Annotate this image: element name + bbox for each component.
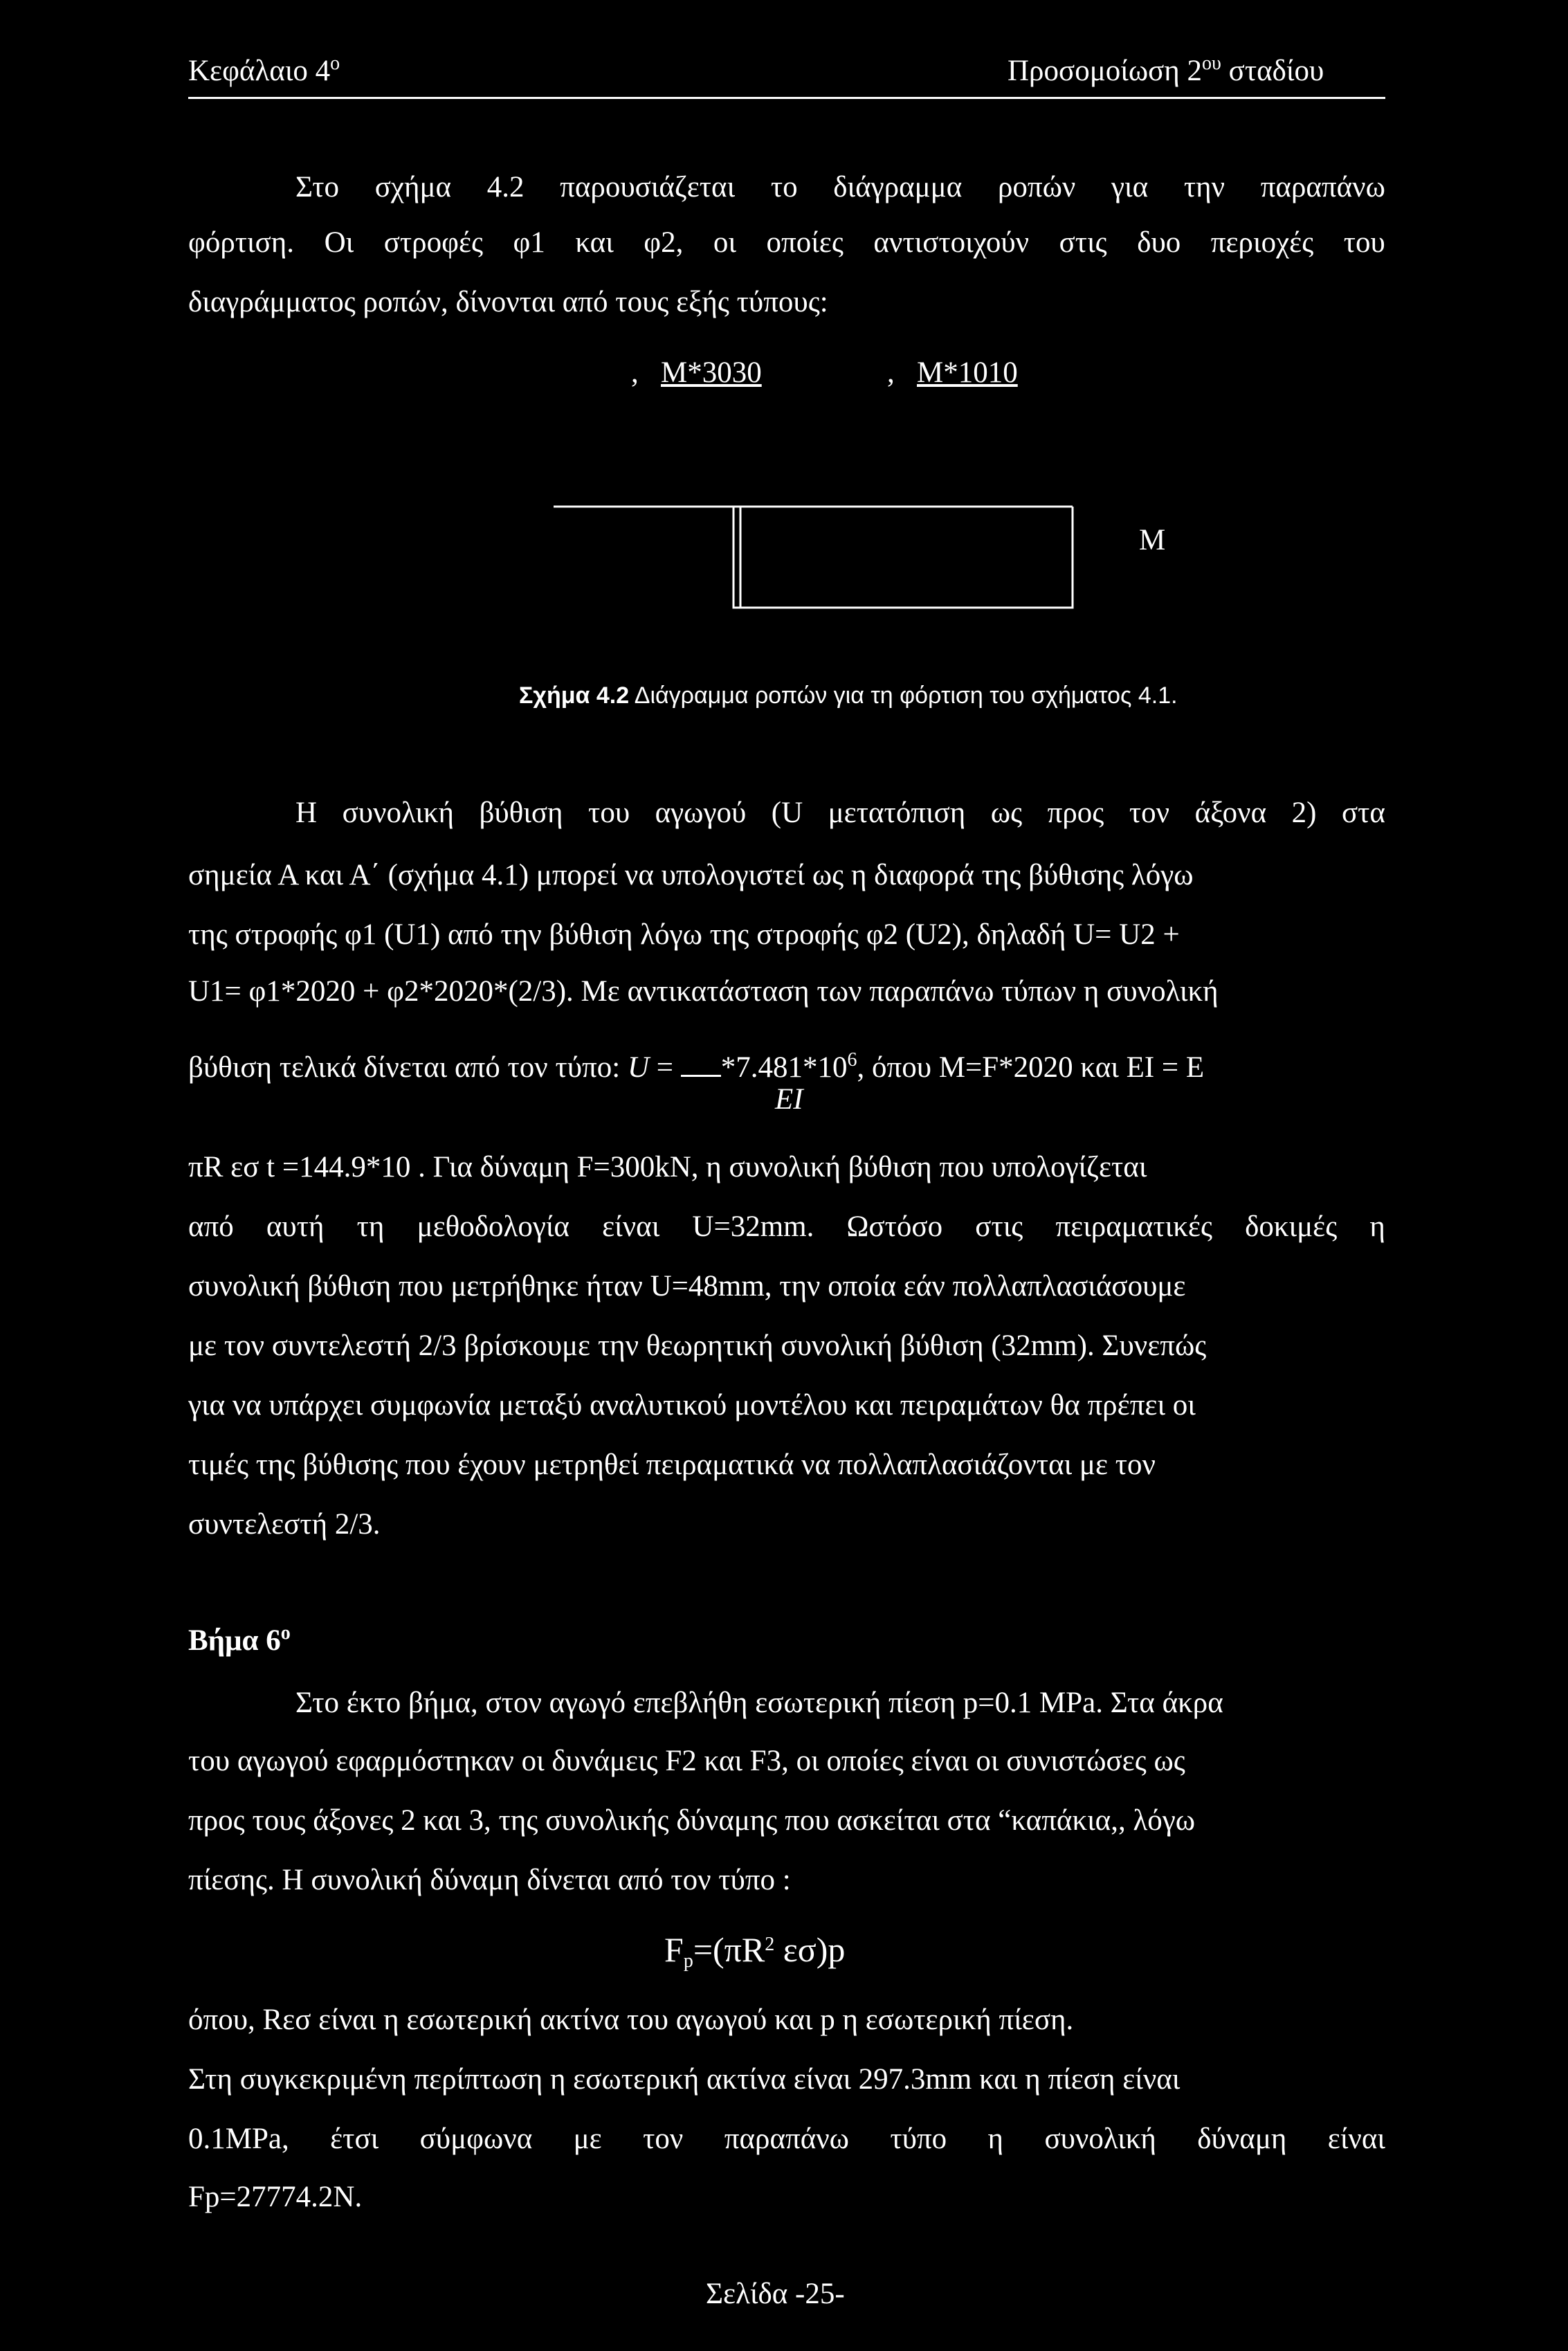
para3-line1: Στο έκτο βήμα, στον αγωγό επεβλήθη εσωτερική πίεση p=0.1 MPa. Στα άκρα bbox=[295, 1687, 1223, 1719]
step-heading: Βήμα $6^o$ bbox=[188, 1622, 291, 1657]
moment-diagram bbox=[547, 498, 1169, 616]
para1-line3: διαγράμματος ροπών, δίνονται από τους εξής τύπους: bbox=[188, 286, 828, 318]
header-rule bbox=[188, 97, 1385, 99]
word: τη bbox=[356, 1210, 385, 1243]
word: Η bbox=[295, 797, 318, 829]
word: του bbox=[588, 797, 630, 829]
word: φ1 bbox=[513, 226, 545, 259]
word: οποίες bbox=[766, 226, 844, 259]
word: στις bbox=[975, 1210, 1023, 1243]
word: συνολική bbox=[342, 797, 455, 829]
para3-line8: Fp=27774.2N. bbox=[188, 2181, 363, 2213]
para2-line7 bbox=[188, 1207, 1385, 1247]
para3-line7 bbox=[188, 2119, 1385, 2159]
para2-line8: συνολική βύθιση που μετρήθηκε ήταν U=48mm, την οποία εάν πολλαπλασιάσουμε bbox=[188, 1270, 1186, 1302]
justified-line bbox=[295, 167, 1385, 208]
word: παραπάνω bbox=[1260, 171, 1385, 203]
word: δύναμη bbox=[1197, 2123, 1287, 2155]
word: οι bbox=[713, 226, 736, 259]
word: αγωγού bbox=[655, 797, 747, 829]
para2-line4: U1= φ1*2020 + φ2*2020*(2/3). Με αντικατάσταση των παραπάνω τύπων η συνολική bbox=[188, 975, 1219, 1008]
para1-line1 bbox=[295, 167, 1385, 208]
justified-line bbox=[295, 793, 1385, 833]
word: μεθοδολογία bbox=[417, 1210, 569, 1243]
para3-line5: όπου, Rεσ είναι η εσωτερική ακτίνα του αγωγού και p η εσωτερική πίεση. bbox=[188, 2004, 1074, 2036]
word: παρουσιάζεται bbox=[560, 171, 736, 203]
word: δοκιμές bbox=[1245, 1210, 1338, 1243]
word: παραπάνω bbox=[724, 2123, 849, 2155]
justified-line bbox=[188, 223, 1385, 263]
para2-line6: πR εσ t =144.9*10 . Για δύναμη F=300kN, η συνολική βύθιση που υπολογίζεται bbox=[188, 1151, 1147, 1183]
word: αυτή bbox=[266, 1210, 325, 1243]
word: στροφές bbox=[383, 226, 484, 259]
word: 0.1MPa, bbox=[188, 2123, 289, 2155]
word: με bbox=[573, 2123, 602, 2155]
para3-line4: πίεσης. Η συνολική δύναμη δίνεται από τον τύπο : bbox=[188, 1864, 791, 1896]
word: διάγραμμα bbox=[833, 171, 963, 203]
para2-line9: με τον συντελεστή 2/3 βρίσκουμε την θεωρητική συνολική βύθιση (32mm). Συνεπώς bbox=[188, 1329, 1207, 1362]
word: ως bbox=[990, 797, 1023, 829]
word: είναι bbox=[602, 1210, 660, 1243]
justified-line bbox=[188, 2119, 1385, 2159]
word: το bbox=[770, 171, 798, 203]
word: στις bbox=[1059, 226, 1107, 259]
formula-phi1: , M*3030 bbox=[631, 356, 762, 389]
para3-line6: Στη συγκεκριμένη περίπτωση η εσωτερική ακτίνα είναι 297.3mm και η πίεση είναι bbox=[188, 2063, 1180, 2096]
para1-line2 bbox=[188, 223, 1385, 263]
word: αντιστοιχούν bbox=[873, 226, 1030, 259]
word: βύθιση bbox=[479, 797, 563, 829]
word: η bbox=[1369, 1210, 1385, 1243]
pressure-formula: $F_p=(\pi R^2$ εσ)p bbox=[664, 1930, 846, 1972]
word: 4.2 bbox=[486, 171, 525, 203]
word: από bbox=[188, 1210, 234, 1243]
para3-line2: του αγωγού εφαρμόστηκαν οι δυνάμεις F2 και F3, οι οποίες είναι οι συνιστώσες ως bbox=[188, 1745, 1185, 1777]
chapter-header: Κεφάλαιο $4^o$ bbox=[188, 53, 340, 87]
word: και bbox=[575, 226, 614, 259]
moment-region bbox=[733, 507, 1073, 608]
word: μετατόπιση bbox=[828, 797, 966, 829]
word: για bbox=[1111, 171, 1149, 203]
word: τύπο bbox=[890, 2123, 947, 2155]
para2-line2: σημεία Α και Α΄ (σχήμα 4.1) μπορεί να υπολογιστεί ως η διαφορά της βύθισης λόγω bbox=[188, 859, 1194, 891]
word: Στο bbox=[295, 171, 340, 203]
word: την bbox=[1183, 171, 1225, 203]
word: ροπών bbox=[997, 171, 1076, 203]
word: φόρτιση. bbox=[188, 226, 295, 259]
word: προς bbox=[1047, 797, 1104, 829]
fraction-bar bbox=[681, 1057, 721, 1077]
word: πειραματικές bbox=[1055, 1210, 1212, 1243]
word: άξονα bbox=[1194, 797, 1267, 829]
word: τον bbox=[1129, 797, 1170, 829]
word: στα bbox=[1341, 797, 1385, 829]
para2-line10: για να υπάρχει συμφωνία μεταξύ αναλυτικού μοντέλου και πειραμάτων θα πρέπει οι bbox=[188, 1389, 1196, 1422]
word: Οι bbox=[324, 226, 354, 259]
para3-line3: προς τους άξονες 2 και 3, της συνολικής δύναμης που ασκείται στα “καπάκια,, λόγω bbox=[188, 1804, 1196, 1837]
word: (U bbox=[771, 797, 803, 829]
word: του bbox=[1343, 226, 1385, 259]
fraction-denominator: EI bbox=[775, 1083, 803, 1116]
word: Ωστόσο bbox=[846, 1210, 943, 1243]
word: περιοχές bbox=[1210, 226, 1314, 259]
word: 2) bbox=[1291, 797, 1317, 829]
figure-caption: Σχήμα 4.2 Διάγραμμα ροπών για τη φόρτιση του σχήματος 4.1. bbox=[519, 682, 1178, 709]
simulation-header: Προσομοίωση $2^{o\upsilon}$ σταδίου bbox=[1008, 53, 1324, 87]
word: είναι bbox=[1327, 2123, 1385, 2155]
para2-line3: της στροφής φ1 (U1) από την βύθιση λόγω της στροφής φ2 (U2), δηλαδή U= U2 + bbox=[188, 918, 1180, 951]
word: συνολική bbox=[1044, 2123, 1156, 2155]
word: η bbox=[987, 2123, 1004, 2155]
word: έτσι bbox=[330, 2123, 379, 2155]
moment-label: M bbox=[1139, 524, 1166, 556]
word: U=32mm. bbox=[692, 1210, 814, 1243]
formula-phi2: , M*1010 bbox=[887, 356, 1018, 389]
word: δυο bbox=[1137, 226, 1181, 259]
page-number: Σελίδα -25- bbox=[706, 2278, 845, 2310]
para2-line11: τιμές της βύθισης που έχουν μετρηθεί πειραματικά να πολλαπλασιάζονται με τον bbox=[188, 1449, 1156, 1481]
word: σχήμα bbox=[374, 171, 452, 203]
para2-line12: συντελεστή 2/3. bbox=[188, 1508, 381, 1541]
word: σύμφωνα bbox=[419, 2123, 533, 2155]
word: φ2, bbox=[644, 226, 684, 259]
para2-line5: βύθιση τελικά δίνεται από τον τύπο: $U = *7.481*10^6$, όπου M=F*2020 και EI = E bbox=[188, 1049, 1205, 1084]
justified-line bbox=[188, 1207, 1385, 1247]
word: τον bbox=[643, 2123, 684, 2155]
para2-line1 bbox=[295, 793, 1385, 833]
